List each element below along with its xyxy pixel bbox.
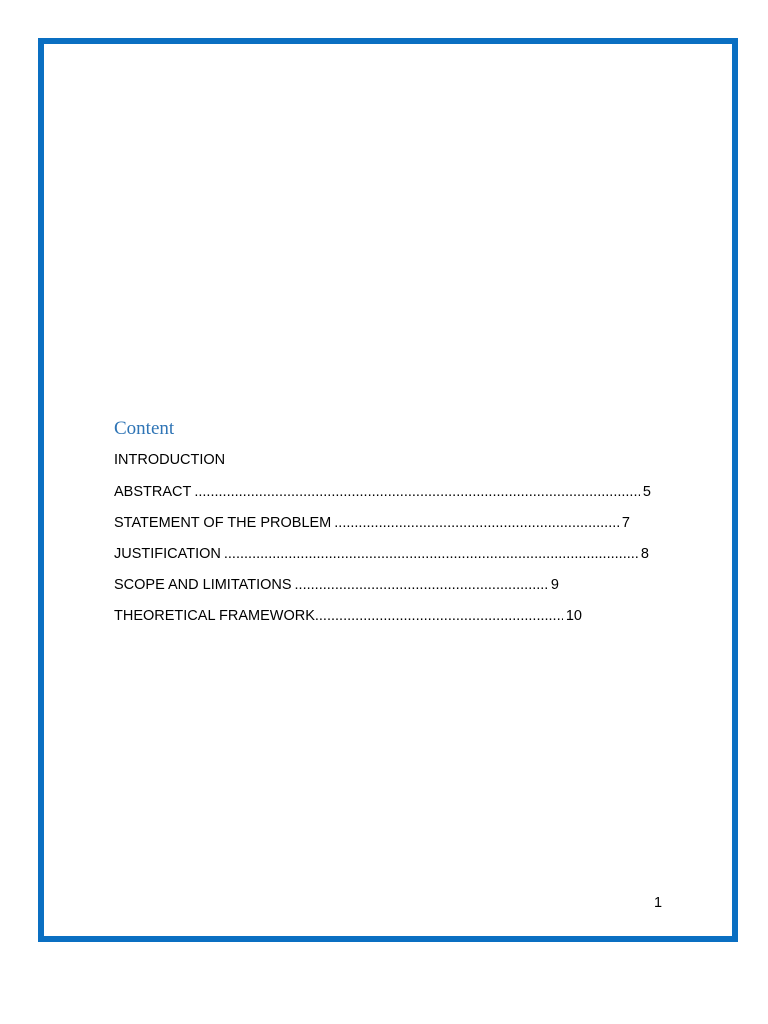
toc-leader-dots	[334, 515, 619, 531]
toc-entry-title: ABSTRACT	[114, 484, 192, 500]
toc-entry-title: STATEMENT OF THE PROBLEM	[114, 515, 332, 531]
page-number: 1	[654, 895, 663, 911]
toc-entry-title: THEORETICAL FRAMEWORK	[114, 608, 315, 624]
toc-entry-page: 10	[565, 608, 582, 624]
toc-leader-dots	[194, 484, 640, 500]
toc-entry[interactable]	[114, 515, 630, 531]
toc-entry-page: 5	[642, 484, 651, 500]
toc-entry-page: 8	[640, 546, 649, 562]
toc-entry-page: 7	[621, 515, 630, 531]
toc-entry[interactable]	[114, 577, 559, 593]
toc-leader-dots	[224, 546, 638, 562]
toc-leader-dots	[295, 577, 548, 593]
toc-heading: Content	[114, 418, 175, 439]
toc-entry[interactable]	[114, 608, 582, 624]
toc-entry-title: SCOPE AND LIMITATIONS	[114, 577, 292, 593]
toc-intro: INTRODUCTION	[114, 452, 226, 468]
toc-entry-title: JUSTIFICATION	[114, 546, 221, 562]
toc-entry[interactable]	[114, 484, 651, 500]
toc-entry[interactable]	[114, 546, 649, 562]
toc-leader-dots	[315, 608, 563, 624]
toc-entry-page: 9	[550, 577, 559, 593]
